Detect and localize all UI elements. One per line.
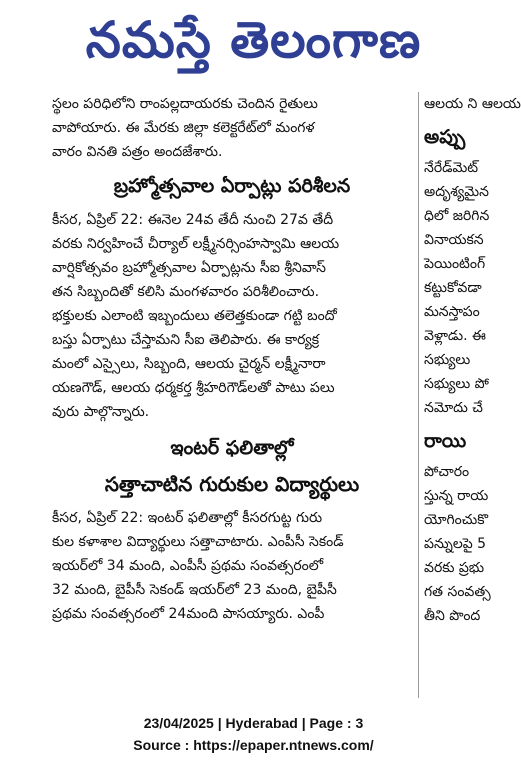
side-line: ధిలో జరిగిన	[424, 208, 490, 224]
source-url: Source : https://epaper.ntnews.com/	[133, 737, 374, 753]
side-line: అదృశ్యమైన	[424, 184, 489, 200]
side-line: స్తున్న రాయ	[424, 488, 489, 504]
article1-headline: బ్రహ్మోత్సవాల ఏర్పాట్లు పరిశీలన	[113, 175, 351, 197]
article2-headline: సత్తాచాటిన గురుకుల విద్యార్థులు	[104, 472, 360, 496]
article2-body	[52, 506, 412, 622]
side-line: సభ్యులు	[424, 352, 471, 368]
text-line: వాపోయారు. ఈ మేరకు జిల్లా కలెక్టరేట్‌లో మంగళ	[52, 120, 315, 136]
text-line: తన సిబ్బందితో కలిసి మంగళవారం పరిశీలించారు.	[52, 284, 320, 300]
text-line: యణగౌడ్, ఆలయ ధర్మకర్త శ్రీహరిగౌడ్‌లతో పాటు పలు	[52, 380, 335, 396]
source-footer	[0, 712, 507, 756]
side-line: కట్టుకోవడా	[424, 280, 482, 296]
main-column	[52, 92, 412, 698]
text-line: భక్తులకు ఎలాంటి ఇబ్బందులు తలెత్తకుండా గట్టి బందో	[52, 308, 337, 324]
text-line: స్థలం పరిధిలోని రాంపల్లదాయరకు చెందిన రైతులు	[52, 96, 318, 112]
side-line: వెళ్లాడు. ఈ	[424, 328, 486, 344]
text-line: వురు పాల్గొన్నారు.	[52, 404, 150, 420]
text-line: బస్తు ఏర్పాటు చేస్తామని సీఐ తెలిపారు. ఈ కార్యక్ర	[52, 332, 320, 348]
side-headline: రాయి	[424, 430, 467, 452]
side-line: పెయింటింగ్	[424, 256, 486, 272]
date-location-page: 23/04/2025 | Hyderabad | Page : 3	[143, 715, 364, 731]
newspaper-clipping	[0, 92, 521, 698]
side-top-line: ఆలయ ని ఆలయ	[424, 96, 521, 112]
article2-headline-kicker: ఇంటర్ ఫలితాల్లో	[170, 437, 294, 459]
side-line: నమోదు చే	[424, 400, 483, 416]
side-line: గత సంవత్స	[424, 584, 491, 600]
top-paragraph	[52, 92, 412, 164]
side-headline: అప్పు	[424, 126, 466, 148]
masthead	[0, 0, 507, 92]
side-line: తీని పొంద	[424, 608, 481, 624]
text-line: కీసర, ఏప్రిల్ 22: ఈనెల 24వ తేదీ నుంచి 27వ తేదీ	[52, 212, 334, 228]
article1-body	[52, 208, 412, 424]
text-line: వరకు నిర్వహించే చీర్యాల్ లక్ష్మీనర్సింహస్వామి ఆలయ	[52, 236, 340, 252]
side-line: పోచారం	[424, 464, 470, 480]
text-line: కీసర, ఏప్రిల్ 22: ఇంటర్ ఫలితాల్లో కీసరగుట్ట గురు	[52, 510, 323, 526]
text-line: వార్షికోత్సవం బ్రహ్మోత్సవాల ఏర్పాట్లను సీఐ శ్రీనివాస్	[52, 260, 326, 276]
side-line: నేరేడ్‌మెట్	[424, 160, 479, 176]
text-line: వారం వినతి పత్రం అందజేశారు.	[52, 144, 223, 160]
side-line: సభ్యులు పో	[424, 376, 489, 392]
text-line: ఇయర్‌లో 34 మంది, ఎంపీసీ ప్రథమ సంవత్సరంలో	[52, 558, 324, 574]
side-line: వినాయకన	[424, 232, 484, 248]
side-line: వరకు ప్రభు	[424, 560, 485, 576]
text-line: కుల కళాశాల విద్యార్థులు సత్తాచాటారు. ఎంపీసీ సెకండ్	[52, 534, 344, 550]
side-line: పన్నులపై 5	[424, 536, 487, 552]
side-line: యోగించుకొ	[424, 512, 489, 528]
text-line: మంలో ఎస్సైలు, సిబ్బంది, ఆలయ చైర్మన్ లక్ష్మీనారా	[52, 356, 326, 372]
newspaper-title: నమస్తే తెలంగాణ	[85, 10, 422, 69]
side-column	[424, 92, 521, 698]
text-line: 32 మంది, బైపీసీ సెకండ్ ఇయర్‌లో 23 మంది, బైపీసీ	[52, 582, 337, 598]
text-line: ప్రథమ సంవత్సరంలో 24మంది పాసయ్యారు. ఎంపీ	[52, 606, 325, 622]
column-divider	[418, 92, 419, 698]
side-line: మనస్తాపం	[424, 304, 480, 320]
